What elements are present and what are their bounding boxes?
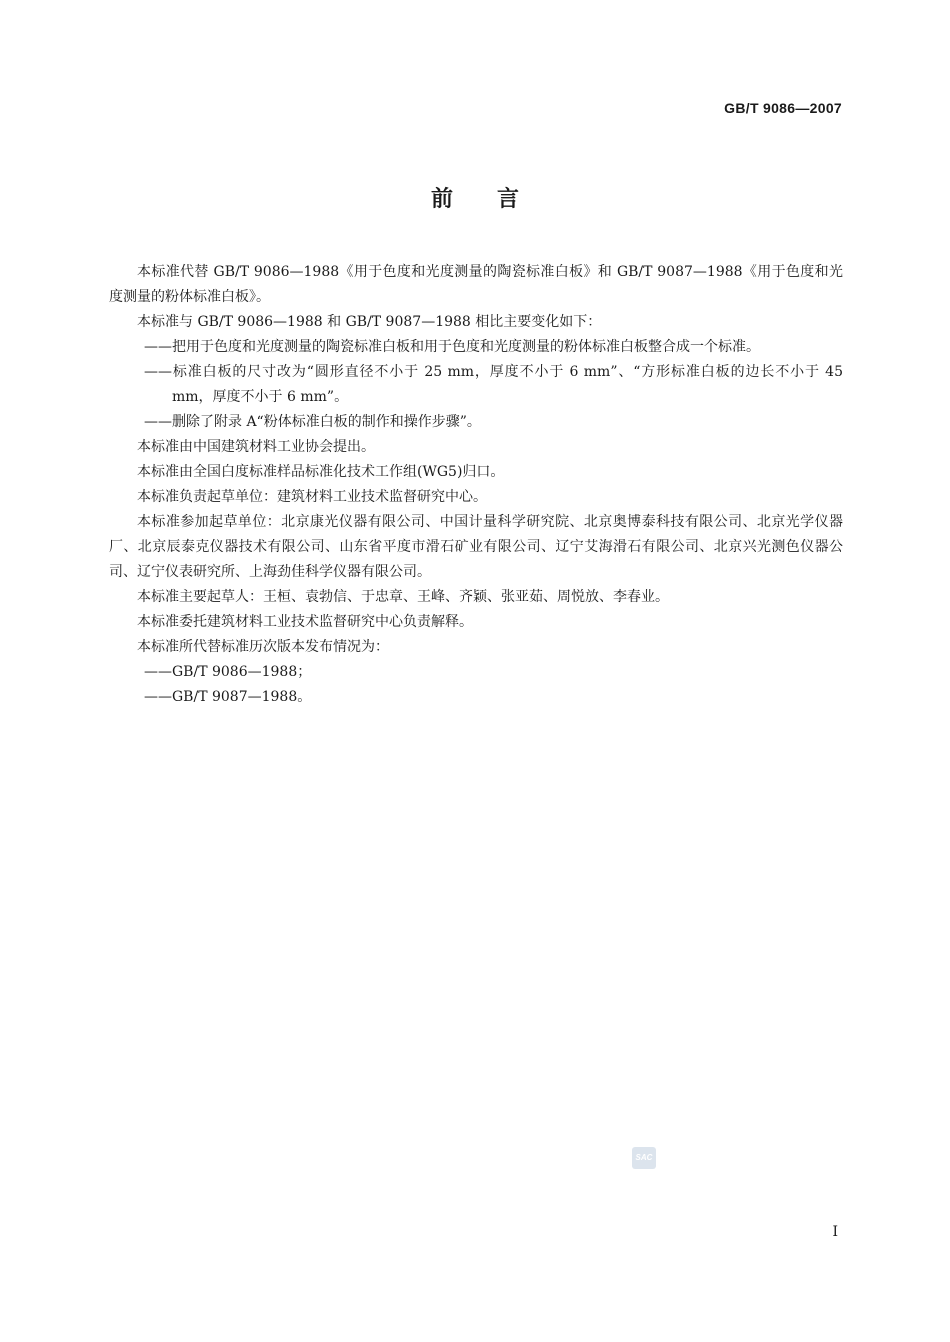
history-item: ——GB/T 9086—1988； bbox=[144, 664, 312, 680]
foreword-body bbox=[109, 260, 843, 710]
change-item: ——标准白板的尺寸改为“圆形直径不小于 25 mm，厚度不小于 6 mm”、“方形标准白板的边长不小于 45 mm，厚度不小于 6 mm”。 bbox=[144, 364, 843, 405]
paragraph-replaces: 本标准代替 GB/T 9086—1988《用于色度和光度测量的陶瓷标准白板》和 GB/T 9087—1988《用于色度和光度测量的粉体标准白板》。 bbox=[109, 264, 843, 305]
history-item: ——GB/T 9087—1988。 bbox=[144, 689, 312, 705]
paragraph-changes-intro: 本标准与 GB/T 9086—1988 和 GB/T 9087—1988 相比主要变化如下： bbox=[137, 314, 602, 330]
standard-number: GB/T 9086—2007 bbox=[724, 100, 842, 116]
paragraph-centralized: 本标准由全国白度标准样品标准化技术工作组(WG5)归口。 bbox=[137, 464, 505, 480]
paragraph-interpretation: 本标准委托建筑材料工业技术监督研究中心负责解释。 bbox=[137, 614, 473, 630]
paragraph-drafters: 本标准主要起草人：王桓、袁勃信、于忠章、王峰、齐颖、张亚茹、周悦放、李春业。 bbox=[137, 589, 669, 605]
paragraph-participating-units: 本标准参加起草单位：北京康光仪器有限公司、中国计量科学研究院、北京奥博泰科技有限公司、北京光学仪器厂、北京辰泰克仪器技术有限公司、山东省平度市滑石矿业有限公司、辽宁艾海滑石有限公司、北京兴光测色仪器公司、辽宁仪表研究所、上海劲佳科学仪器有限公司。 bbox=[109, 514, 843, 580]
page-number: I bbox=[832, 1224, 838, 1240]
paragraph-proposer: 本标准由中国建筑材料工业协会提出。 bbox=[137, 439, 375, 455]
paragraph-drafting-unit: 本标准负责起草单位：建筑材料工业技术监督研究中心。 bbox=[137, 489, 487, 505]
change-item: ——把用于色度和光度测量的陶瓷标准白板和用于色度和光度测量的粉体标准白板整合成一个标准。 bbox=[144, 339, 760, 355]
sac-logo-watermark: SAC bbox=[632, 1147, 656, 1169]
page-title: 前言 bbox=[430, 187, 563, 212]
change-item: ——删除了附录 A“粉体标准白板的制作和操作步骤”。 bbox=[144, 414, 481, 430]
paragraph-history-intro: 本标准所代替标准历次版本发布情况为： bbox=[137, 639, 389, 655]
